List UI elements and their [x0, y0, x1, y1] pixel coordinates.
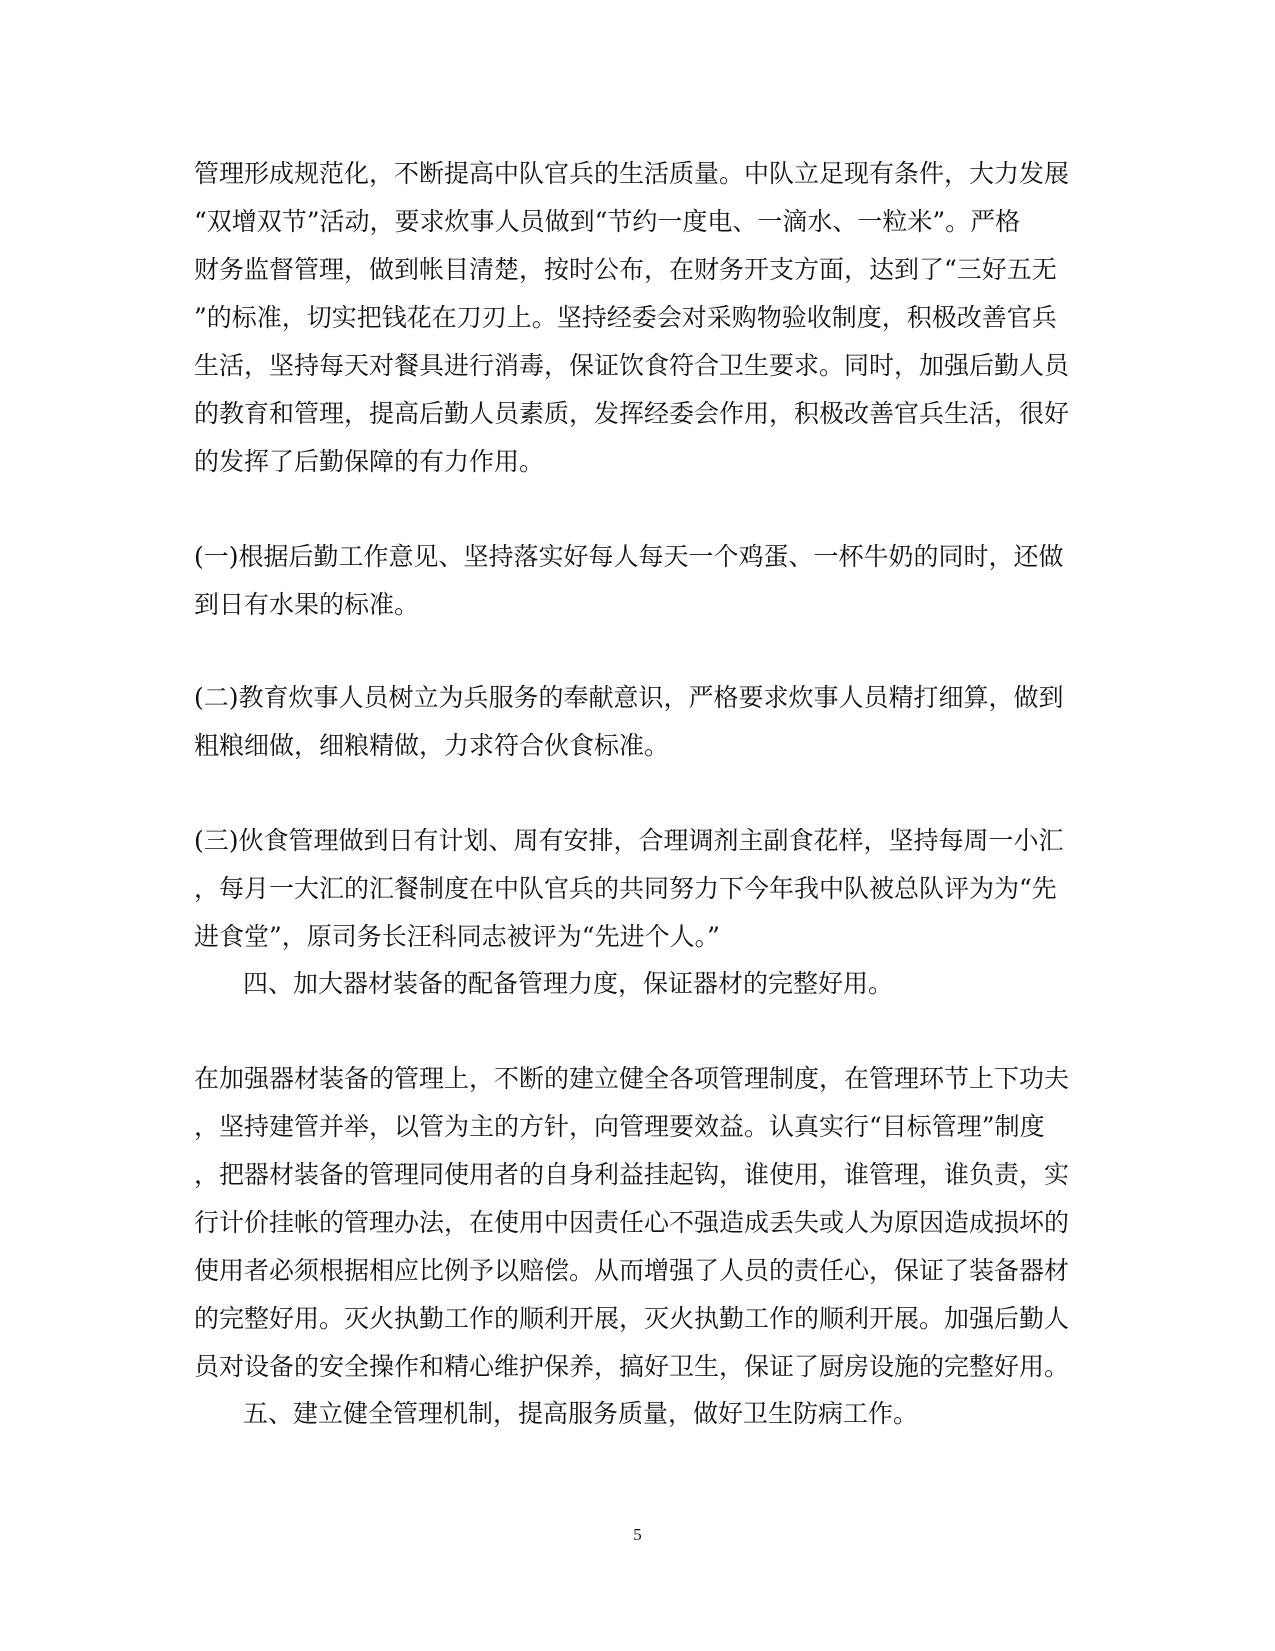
text-line: 使用者必须根据相应比例予以赔偿。从而增强了人员的责任心，保证了装备器材: [194, 1256, 1070, 1285]
text-line: (三)伙食管理做到日有计划、周有安排，合理调剂主副食花样，坚持每周一小汇: [194, 826, 1064, 855]
text-line: “双增双节”活动，要求炊事人员做到“节约一度电、一滴水、一粒米”。严格: [194, 207, 1021, 236]
text-line: 员对设备的安全操作和精心维护保养，搞好卫生，保证了厨房设施的完整好用。: [194, 1352, 1070, 1381]
text-line: 的发挥了后勤保障的有力作用。: [194, 447, 545, 476]
text-line: 财务监督管理，做到帐目清楚，按时公布，在财务开支方面，达到了“三好五无: [194, 255, 1057, 284]
text-line: 行计价挂帐的管理办法，在使用中因责任心不强造成丢失或人为原因造成损坏的: [194, 1208, 1070, 1237]
section-heading: 四、加大器材装备的配备管理力度，保证器材的完整好用。: [243, 969, 894, 998]
text-line: 生活，坚持每天对餐具进行消毒，保证饮食符合卫生要求。同时，加强后勤人员: [194, 351, 1070, 380]
text-line: (二)教育炊事人员树立为兵服务的奉献意识，严格要求炊事人员精打细算，做到: [194, 683, 1064, 712]
text-line: 到日有水果的标准。: [194, 590, 420, 619]
text-line: 的教育和管理，提高后勤人员素质，发挥经委会作用，积极改善官兵生活，很好: [194, 399, 1070, 428]
text-line: ，把器材装备的管理同使用者的自身利益挂起钩，谁使用，谁管理，谁负责，实: [194, 1160, 1070, 1189]
text-line: ，每月一大汇的汇餐制度在中队官兵的共同努力下今年我中队被总队评为为“先: [194, 874, 1057, 903]
text-line: (一)根据后勤工作意见、坚持落实好每人每天一个鸡蛋、一杯牛奶的同时，还做: [194, 542, 1064, 571]
text-line: ，坚持建管并举，以管为主的方针，向管理要效益。认真实行“目标管理”制度: [194, 1112, 1045, 1141]
page-number: 5: [633, 1525, 642, 1544]
text-line: ”的标准，切实把钱花在刀刃上。坚持经委会对采购物验收制度，积极改善官兵: [194, 303, 1057, 332]
text-line: 管理形成规范化，不断提高中队官兵的生活质量。中队立足现有条件，大力发展: [194, 159, 1070, 188]
text-line: 进食堂”，原司务长汪科同志被评为“先进个人。”: [194, 922, 720, 951]
text-line: 粗粮细做，细粮精做，力求符合伙食标准。: [194, 731, 670, 760]
text-line: 在加强器材装备的管理上，不断的建立健全各项管理制度，在管理环节上下功夫: [194, 1064, 1070, 1093]
section-heading: 五、建立健全管理机制，提高服务质量，做好卫生防病工作。: [243, 1399, 919, 1428]
text-line: 的完整好用。灭火执勤工作的顺利开展，灭火执勤工作的顺利开展。加强后勤人: [194, 1304, 1070, 1333]
